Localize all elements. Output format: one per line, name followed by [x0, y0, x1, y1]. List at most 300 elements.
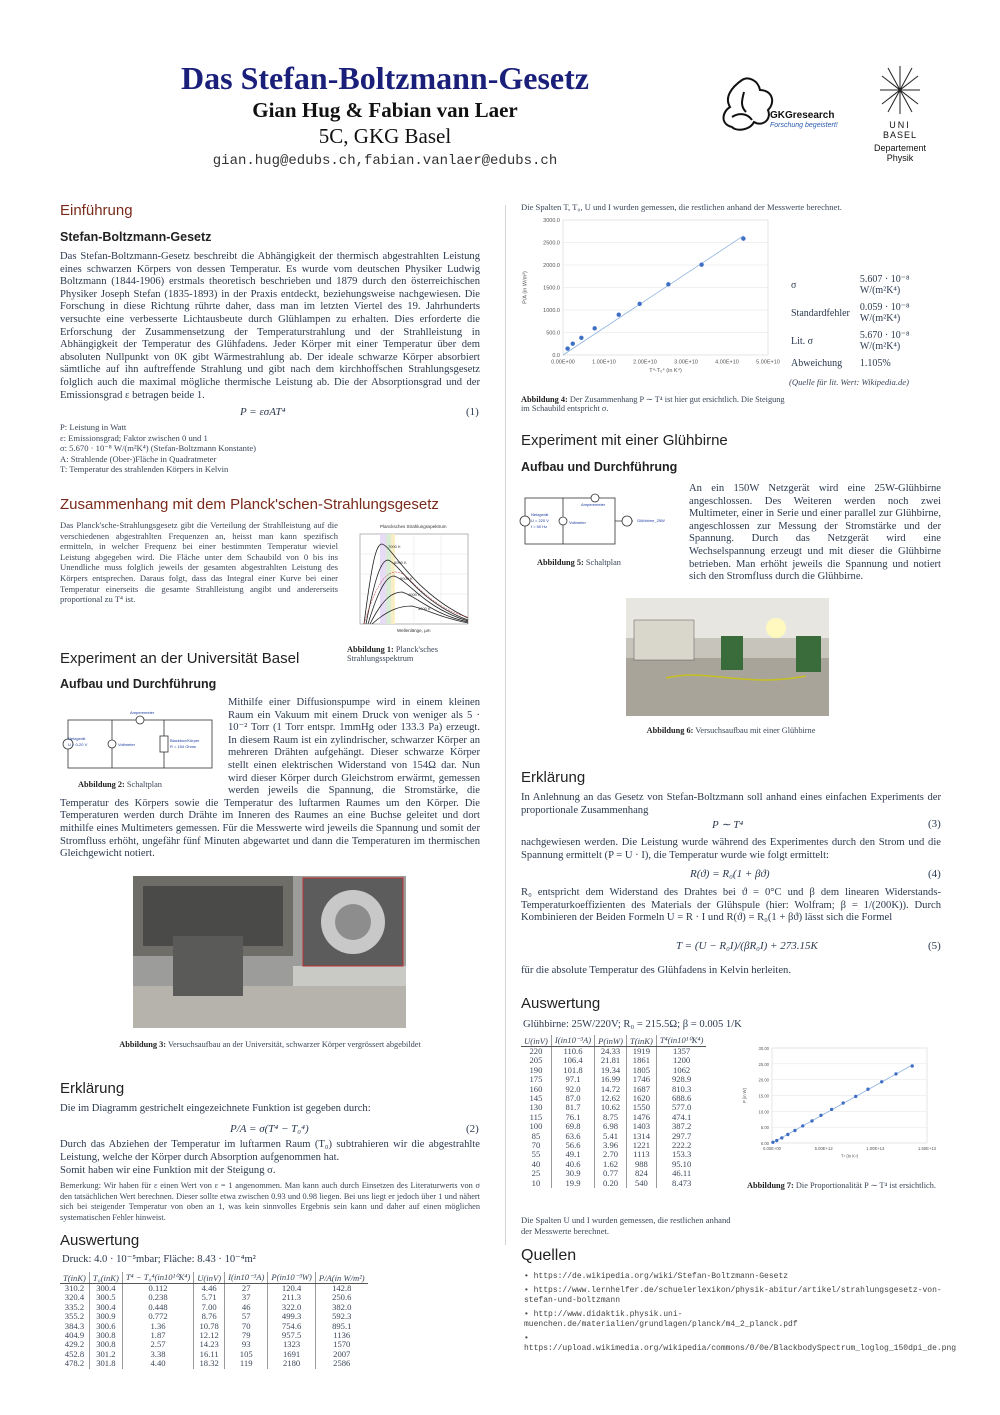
uni-circ-load: Blackbox/Körper — [170, 738, 200, 743]
table-cell: 1861 — [626, 1056, 656, 1065]
def-p: P: Leistung in Watt — [60, 422, 127, 432]
table-header: U(inV) — [521, 1035, 551, 1047]
table-cell: 55 — [521, 1150, 551, 1159]
table-cell: 8.473 — [671, 1177, 692, 1188]
data-point — [637, 302, 641, 306]
uni-expl-heading: Erklärung — [60, 1080, 125, 1097]
chart1 — [521, 214, 781, 384]
table-cell: 30.9 — [551, 1169, 594, 1178]
table-cell: 92.0 — [551, 1085, 594, 1094]
y-tick-label: 3000.0 — [543, 218, 560, 224]
sigma-source: (Quelle für lit. Wert: Wikipedia.de) — [789, 377, 909, 387]
bulb-circuit-diagram — [515, 488, 675, 550]
fig1-caption-text: Planck'sches Strahlungsspektrum — [347, 645, 438, 663]
planck-figure — [342, 522, 482, 637]
table-cell: 1.62 — [595, 1160, 627, 1169]
sigma-results — [789, 270, 959, 388]
sigma-row — [791, 328, 957, 354]
data-point — [866, 1088, 869, 1091]
table-cell: 300.8 — [89, 1340, 122, 1349]
table-cell: 8.76 — [194, 1312, 225, 1321]
column-divider — [505, 205, 506, 1245]
sigma-value: 5.607 · 10⁻⁸ W/(m²K⁴) — [859, 274, 910, 296]
data-point — [666, 282, 670, 286]
table-cell: 688.6 — [671, 1093, 692, 1104]
table-cell: 1620 — [626, 1094, 656, 1103]
table-cell: 301.8 — [89, 1359, 122, 1368]
table-cell: 145 — [521, 1094, 551, 1103]
table-cell: 85 — [521, 1132, 551, 1141]
table-cell: 1805 — [626, 1066, 656, 1075]
table-cell: 1221 — [626, 1141, 656, 1150]
def-sigma: σ: 5.670 · 10⁻⁸ W/(m²K⁴) (Stefan-Boltzmann Konstante) — [60, 443, 257, 454]
table-header: T⁴(in10¹⁰K⁴) — [656, 1035, 706, 1047]
definitions — [60, 422, 480, 475]
x-axis-label: T⁴ (in K⁴) — [840, 1153, 859, 1159]
fig4-caption-label: Abbildung 4: — [521, 395, 568, 404]
table-cell: 895.1 — [332, 1320, 352, 1331]
table-row — [521, 1179, 706, 1188]
eq4-num: (4) — [928, 868, 941, 880]
table-cell: 300.4 — [89, 1284, 122, 1294]
table-cell: 63.6 — [551, 1132, 594, 1141]
eq2-num: (2) — [466, 1123, 479, 1135]
data-point — [780, 1136, 783, 1139]
table-cell: 320.4 — [60, 1293, 89, 1302]
dept-line2: Physik — [886, 153, 914, 163]
table-cell: 754.6 — [268, 1322, 316, 1331]
table-cell: 474.1 — [671, 1111, 692, 1122]
data-point — [579, 336, 583, 340]
table-cell: 27 — [225, 1284, 268, 1294]
table-cell: 478.2 — [60, 1359, 89, 1368]
table-cell: 1136 — [333, 1330, 351, 1341]
table-cell: 69.8 — [551, 1122, 594, 1131]
table-cell: 81.7 — [551, 1103, 594, 1112]
planck-curve-label: 5000 K — [400, 576, 413, 581]
source-link[interactable]: https://www.lernhelfer.de/schuelerlexikon/physik-abitur/artikel/strahlungsgesetz-von-stefan-und-boltzmann — [524, 1286, 942, 1305]
bulb-circ-source-freq: f = 50 Hz — [531, 524, 548, 529]
data-point — [801, 1124, 804, 1127]
float-spacer — [60, 697, 228, 797]
table-cell: 115 — [521, 1113, 551, 1122]
data-point — [894, 1072, 897, 1075]
intro-text1: Das Stefan-Boltzmann-Gesetz beschreibt die Abhängigkeit der thermisch abgestrahlten Leistung eines schwarzen Körpers von dessen Temperatur. Es wurde vom deutschen Physiker Ludwig Boltzmann (1844-1906) erstmals theoretisch beschrieben und 1879 durch den österreichischen Physiker Joseph Stefan (1835-1893) in der Praxis entdeckt, beziehungsweise nachgewiesen. Die Forschung in diese Richtung rührte daher, dass man im letzten Viertel des 19. Jahrhunderts versuchte eine verbesserte Lichtausbeute durch Glühlampen zu erhalten. Dies erforderte die Erforschung der Zusammensetzung der Temperaturstrahlung und der Strahlleistung in Abhängigkeit der Temperatur des Glühfadens. Jeder Körper mit einer Temperatur über dem absoluten Nullpunkt von 0K gibt Wärmestrahlung ab. Der ideale schwarze Körper absorbiert sämtliche auf ihn auftreffende Strahlung und gibt nach dem kirchhoffschen Strahlungsgesetz folglich auch die maximal mögliche thermische Leistung ab. Die der Absorptionsgrad und der Emissionsgrad ε betragen beide 1. — [60, 251, 480, 401]
table-cell: 429.2 — [60, 1340, 89, 1349]
bulb-circ-load: Glühbirne_25W — [637, 518, 665, 523]
table-cell: 40 — [521, 1160, 551, 1169]
table-cell: 101.8 — [551, 1066, 594, 1075]
table-cell: 0.448 — [122, 1303, 193, 1312]
data-point — [699, 262, 703, 266]
data-point — [880, 1080, 883, 1083]
sigma-label: Standardfehler — [791, 307, 850, 319]
y-tick-label: 20.00 — [758, 1077, 769, 1083]
fig4-caption — [521, 394, 791, 413]
table-cell: 5.41 — [595, 1132, 627, 1141]
table-cell: 142.8 — [332, 1283, 352, 1293]
table-cell: 79 — [225, 1331, 268, 1340]
sigma-label: σ — [791, 279, 797, 291]
table-cell: 592.3 — [332, 1311, 352, 1322]
table-cell: 1.36 — [122, 1322, 193, 1331]
table-cell: 2180 — [268, 1359, 316, 1368]
uni-circ-ammeter: Amperemeter — [130, 710, 155, 715]
y-tick-label: 25.00 — [758, 1061, 769, 1067]
table-cell: 49.1 — [551, 1150, 594, 1159]
uni-setup-photo — [133, 876, 406, 1028]
x-tick-label: 5.00E+10 — [756, 359, 780, 366]
x-tick-label: 2.00E+10 — [633, 359, 657, 366]
planck-title: Plancksches Strahlungsspektrum — [380, 524, 447, 529]
bulb-expl-heading: Erklärung — [521, 769, 586, 786]
uni-table-wrap — [60, 1272, 480, 1369]
table-cell: 1113 — [626, 1150, 656, 1159]
table-cell: 300.8 — [89, 1331, 122, 1340]
sigma-value: 0.059 · 10⁻⁸ W/(m²K⁴) — [859, 302, 910, 324]
uni-line1: UNI — [889, 120, 911, 130]
table-cell: 76.1 — [551, 1113, 594, 1122]
x-tick-label: 0.00E+00 — [551, 359, 575, 366]
table-cell: 46.11 — [672, 1168, 692, 1179]
table-cell: 928.9 — [671, 1074, 692, 1085]
table-cell: 19.34 — [595, 1066, 627, 1075]
table-cell: 300.6 — [89, 1322, 122, 1331]
uni-basel-emblem — [878, 62, 922, 118]
table-cell: 577.0 — [671, 1102, 692, 1113]
table-cell: 335.2 — [60, 1303, 89, 1312]
bulb-expl-text1: In Anlehnung an das Gesetz von Stefan-Boltzmann soll anhand eines einfachen Experiments der proportionale Zusammenhang — [521, 792, 941, 816]
uni-expl-text1: Die im Diagramm gestrichelt eingezeichnete Funktion ist gegeben durch: — [60, 1103, 371, 1114]
uni-text: Mithilfe einer Diffusionspumpe wird in einem kleinen Raum ein Vakuum mit einem Druck von weniger als 5 · 10⁻² Torr (1 Torr entspr. 1mmHg oder 133.3 Pa) erzeugt. In diesem Raum ist ein zylindrischer, schwarzer Körper an mehreren Drähten aufgehängt. Dieser schwarze Körper stellt einen elektrischen Widerstand von 154Ω dar. Nun wird dieser Körper durch Gleichstrom erwärmt, gemessen werden jeweils die Spannung, die Stromstärke, die Temperatur des Körpers sowie die Temperatur des luftarmen Raumes um den Körper. Die Temperaturen werden durch Drähte im Inneren des Raumes an eine Buchse geleitet und dort mithilfe eines Multimeters gemessen. Für die Messwerte wird jeweils die Spannung und somit der Stromfluss erhöht, ungefähr fünf Minuten abgewartet und dann die Temperaturen im thermischen Gleichgewicht notiert. — [60, 697, 480, 860]
authors: Gian Hug & Fabian van Laer — [252, 98, 518, 122]
table-cell: 46 — [225, 1303, 268, 1312]
y-tick-label: 2000.0 — [543, 263, 560, 269]
data-point — [793, 1129, 796, 1132]
table-cell: 97.1 — [551, 1075, 594, 1084]
table-cell: 222.2 — [671, 1140, 692, 1151]
table-cell: 810.3 — [671, 1083, 692, 1094]
table-cell: 130 — [521, 1103, 551, 1112]
table-cell: 2.57 — [122, 1340, 193, 1349]
uni-circ-source-val: U = 0-20 V — [68, 742, 88, 747]
table-cell: 119 — [225, 1359, 268, 1368]
fig3-caption-label: Abbildung 3: — [119, 1040, 167, 1049]
fig2-caption-label: Abbildung 2: — [78, 780, 125, 789]
y-tick-label: 2500.0 — [543, 240, 560, 247]
uni-note: Bemerkung: Wir haben für ε einen Wert von ε = 1 angenommen. Man kann auch durch Einsetzen des Literaturwerts von σ den tatsächlichen Wert berechnen. Dieser sollte etwa zwischen 0.93 und 0.98 liegen. Bei uns liegt er jedoch über 1 und nähert sich bei steigender Temperatur von oben an 1, was kein sinnvolles Ergebnis sein kann und daher auf einen möglichen systematischen Fehler hinweist. — [60, 1181, 480, 1222]
table-cell: 5.71 — [194, 1293, 225, 1302]
uni-eval-heading: Auswertung — [60, 1232, 140, 1249]
fig6-caption-text: Versuchsaufbau mit einer Glühbirne — [695, 726, 816, 735]
uni-params: Druck: 4.0 · 10⁻⁵mbar; Fläche: 8.43 · 10⁻⁴m² — [62, 1254, 256, 1265]
table-cell: 452.8 — [60, 1350, 89, 1359]
fig5-caption — [537, 558, 621, 567]
sigma-value: 5.670 · 10⁻⁸ W/(m²K⁴) — [859, 330, 910, 352]
y-tick-label: 10.00 — [758, 1109, 769, 1115]
table-cell: 19.9 — [551, 1179, 594, 1188]
table-cell: 988 — [626, 1160, 656, 1169]
table-header: U(inV) — [194, 1272, 225, 1284]
table-cell: 12.12 — [194, 1331, 225, 1340]
table-cell: 4.46 — [194, 1284, 225, 1294]
bulb-eval-heading: Auswertung — [521, 995, 601, 1012]
eq4: R(ϑ) = R₀(1 + βϑ) — [690, 868, 770, 880]
table-cell: 105 — [225, 1350, 268, 1359]
table-cell: 0.77 — [595, 1169, 627, 1178]
sigma-label: Lit. σ — [791, 335, 814, 347]
bulb-heading: Experiment mit einer Glühbirne — [521, 432, 728, 449]
data-point — [565, 346, 569, 350]
data-point — [571, 342, 575, 346]
table-cell: 190 — [521, 1066, 551, 1075]
table-cell: 1550 — [626, 1103, 656, 1112]
x-tick-label: 1.00E+13 — [866, 1146, 885, 1152]
fig6-caption — [521, 726, 941, 735]
x-tick-label: 1.00E+10 — [592, 359, 616, 366]
y-tick-label: 0.00 — [760, 1141, 769, 1146]
table-cell: 300.5 — [89, 1293, 122, 1302]
sigma-value: 1.105% — [859, 358, 891, 369]
bulb-expl-text3: R₀ entspricht dem Widerstand des Drahtes bei ϑ = 0°C und β dem linearen Widerstands-Temperaturkoeffizienten des Materials der Glühspule (hier: Wolfram; β = 1/(200K)). Durch Kombinieren der Beiden Formeln U = R · I und R(ϑ) = R₀(1 + βϑ) lässt sich die Formel — [521, 887, 941, 924]
fig4-caption-text: Der Zusammenhang P ∼ T⁴ ist hier gut ersichtlich. Die Steigung im Schaubild entspricht σ. — [521, 395, 785, 413]
table-cell: 70 — [225, 1322, 268, 1331]
table-cell: 1314 — [626, 1132, 656, 1141]
planck-curve-label: 6000 K — [394, 560, 407, 565]
source-link[interactable]: http://www.didaktik.physik.uni-muenchen.de/materialien/grundlagen/planck/m4_2_planck.pdf — [524, 1310, 798, 1329]
source-link[interactable]: https://de.wikipedia.org/wiki/Stefan-Boltzmann-Gesetz — [533, 1272, 789, 1281]
table-cell: 300.4 — [89, 1303, 122, 1312]
table-cell: 1.87 — [122, 1331, 193, 1340]
table-cell: 957.5 — [268, 1331, 316, 1340]
table-cell: 1476 — [626, 1113, 656, 1122]
table-cell: 250.6 — [332, 1292, 352, 1303]
data-point — [911, 1064, 914, 1067]
bulb-setup-photo — [626, 598, 829, 716]
poster-title: Das Stefan-Boltzmann-Gesetz — [181, 60, 589, 96]
table-cell: 322.0 — [268, 1303, 316, 1312]
table-cell: 1570 — [333, 1339, 351, 1350]
uni-basel-logo — [862, 62, 938, 163]
table-cell: 2.70 — [595, 1150, 627, 1159]
uni-sub: Aufbau und Durchführung — [60, 677, 217, 691]
bulb-params: Glühbirne: 25W/220V; R₀ = 215.5Ω; β = 0.005 1/K — [523, 1019, 742, 1030]
source-item: • http://www.didaktik.physik.uni-muenchen.de/materialien/grundlagen/planck/m4_2_planck.pdf — [524, 1310, 798, 1329]
data-point — [786, 1133, 789, 1136]
table-cell: 387.2 — [671, 1121, 692, 1132]
y-tick-label: 500.0 — [546, 330, 560, 337]
table-cell: 1691 — [268, 1350, 316, 1359]
y-tick-label: 1000.0 — [543, 308, 560, 314]
def-eps: ε: Emissionsgrad; Faktor zwischen 0 und 1 — [60, 432, 208, 443]
table-cell: 106.4 — [551, 1056, 594, 1065]
sigma-table — [789, 270, 959, 373]
table-cell: 220 — [521, 1047, 551, 1057]
sigma-row — [791, 272, 957, 298]
table-cell: 57 — [225, 1312, 268, 1321]
table-cell: 1687 — [626, 1085, 656, 1094]
table-cell: 384.3 — [60, 1322, 89, 1331]
table-cell: 404.9 — [60, 1331, 89, 1340]
x-tick-label: 4.00E+10 — [715, 359, 739, 366]
fig7-caption-label: Abbildung 7: — [747, 1181, 794, 1190]
table-cell: 211.3 — [268, 1293, 316, 1302]
table-cell: 16.99 — [595, 1075, 627, 1084]
intro-text2: Das Planck'sche-Strahlungsgesetz gibt die Verteilung der Strahlleistung auf die verschiedenen abgestrahlten Frequenzen an, heisst man kann spezifisch ermitteln, in welcher Frequenz bei einer bestimmten Temperatur wieviel Leistung abgegeben wird. Die Fläche unter dem Schaubild von 0 bis ins Unendliche muss folglich jeweils der gesamten abgestrahlten Leistung des Körpers entsprechen. Daraus folgt, dass das Integral einer Kurve bei einer Temperatur einerseits die gesamte Strahlleistung angibt und andererseits proportional zu T⁴ ist. — [60, 520, 338, 605]
bulb-table-note: Die Spalten U und I wurden gemessen, die restlichen anhand der Messwerte berechnet. — [521, 1215, 731, 1236]
uni-heading: Experiment an der Universität Basel — [60, 650, 300, 667]
bulb-circ-source: Netzgerät — [531, 512, 549, 517]
y-tick-label: 30.00 — [758, 1046, 769, 1051]
table-cell: 12.62 — [595, 1094, 627, 1103]
table-cell: 1323 — [268, 1340, 316, 1349]
table-header: P(in10⁻³W) — [268, 1272, 316, 1284]
table-cell: 10.62 — [595, 1103, 627, 1112]
table-cell: 100 — [521, 1122, 551, 1131]
table-cell: 153.3 — [671, 1149, 692, 1160]
uni-circ-source: Netzgerät — [68, 736, 86, 741]
fig1-caption — [347, 645, 482, 663]
data-point — [617, 313, 621, 317]
data-point — [741, 236, 745, 240]
table-cell: 95.10 — [671, 1158, 692, 1169]
x-tick-label: 5.00E+12 — [814, 1146, 833, 1152]
data-point — [830, 1108, 833, 1111]
uni-circ-voltmeter: Voltmeter — [118, 742, 135, 747]
y-tick-label: 0.0 — [552, 353, 560, 359]
y-tick-label: 5.00 — [760, 1125, 769, 1131]
sources-list — [524, 1272, 957, 1354]
table-cell: 70 — [521, 1141, 551, 1150]
table-cell: 4.40 — [122, 1359, 193, 1368]
planck-curve-label: 4000 K — [408, 592, 421, 597]
table-cell: 160 — [521, 1085, 551, 1094]
table-row — [60, 1359, 368, 1368]
fig1-caption-label: Abbildung 1: — [347, 645, 394, 654]
uni-expl-text3: Somit haben wir eine Funktion mit der Steigung σ. — [60, 1165, 276, 1176]
eq1-num: (1) — [466, 406, 479, 418]
dept-line1: Departement — [873, 143, 927, 153]
def-t: T: Temperatur des strahlenden Körpers in Kelvin — [60, 464, 229, 475]
fig5-caption-text: Schaltplan — [585, 558, 621, 567]
email: gian.hug@edubs.ch,fabian.vanlaer@edubs.ch — [212, 153, 558, 169]
sources-heading: Quellen — [521, 1247, 577, 1264]
fig5-caption-label: Abbildung 5: — [537, 558, 584, 567]
fig7-caption — [747, 1180, 942, 1190]
fig3-caption — [60, 1040, 480, 1049]
table-cell: 7.00 — [194, 1303, 225, 1312]
data-point — [775, 1139, 778, 1142]
table-cell: 310.2 — [60, 1284, 89, 1294]
gkg-slogan: Forschung begeistert! — [770, 122, 838, 129]
gkg-brand: GKGresearch — [770, 110, 835, 121]
fig2-caption-text: Schaltplan — [126, 780, 162, 789]
bulb-circ-ammeter: Amperemeter — [581, 502, 606, 507]
table-cell: 0.20 — [595, 1179, 627, 1188]
eq2: P/A = σ(T⁴ − T₀⁴) — [230, 1123, 309, 1135]
planck-curve-label: 3000 K — [418, 606, 431, 611]
table-cell: 120.4 — [268, 1284, 316, 1294]
table-cell: 40.6 — [551, 1160, 594, 1169]
data-point — [841, 1101, 844, 1104]
table-header: T⁴ − T₀⁴(in10¹⁰K⁴) — [122, 1272, 193, 1284]
table-header: T(inK) — [60, 1272, 89, 1284]
table-cell: 1919 — [626, 1047, 656, 1057]
table-cell: 355.2 — [60, 1312, 89, 1321]
table-header: I(in10⁻³A) — [551, 1035, 594, 1047]
table-cell: 93 — [225, 1340, 268, 1349]
table-cell: 1403 — [626, 1122, 656, 1131]
bulb-text: An ein 150W Netzgerät wird eine 25W-Glühbirne angeschlossen. Des Weiteren werden noch zwei Multimeter, einer in Serie und einer parallel zur Glühbirne, angeschlossen zur Messung der Stromstärke und der Spannung. Durch das Netzgerät wird eine Wechselspannung erzeugt und mit dieser die Glühbirne betrieben. Man erhöht jeweils die Spannung und notiert sich den Stromfluss durch die Glühbirne. — [689, 483, 941, 583]
right-note: Die Spalten T, T₀, U und I wurden gemessen, die restlichen anhand der Messwerte berechnet. — [521, 202, 842, 212]
table-header: T(inK) — [626, 1035, 656, 1047]
table-cell: 0.112 — [122, 1284, 193, 1294]
uni-circ-load-val: R = 154 Ohms — [170, 744, 196, 749]
table-cell: 21.81 — [595, 1056, 627, 1065]
table-cell: 0.238 — [122, 1293, 193, 1302]
source-item: • https://www.lernhelfer.de/schuelerlexikon/physik-abitur/artikel/strahlungsgesetz-von-stefan-und-boltzmann — [524, 1286, 942, 1305]
source-item: • https://de.wikipedia.org/wiki/Stefan-Boltzmann-Gesetz — [524, 1272, 789, 1281]
fig7-caption-text: Die Proportionalität P ∼ T⁴ ist ersichtlich. — [795, 1181, 936, 1190]
eq3-num: (3) — [928, 818, 941, 830]
bulb-circ-voltmeter: Voltmeter — [569, 520, 586, 525]
y-tick-label: 15.00 — [758, 1093, 769, 1099]
table-cell: 301.2 — [89, 1350, 122, 1359]
table-cell: 10.78 — [194, 1322, 225, 1331]
x-axis-label: T⁴-T₀⁴ (in K⁴) — [649, 368, 682, 374]
data-point — [592, 326, 596, 330]
sigma-label: Abweichung — [791, 358, 843, 369]
table-header: I(in10⁻³A) — [225, 1272, 268, 1284]
source-link[interactable]: https://upload.wikimedia.org/wikipedia/commons/0/0e/BlackbodySpectrum_loglog_150dpi_de.png — [524, 1344, 957, 1353]
table-cell: 824 — [626, 1169, 656, 1178]
table-header: P/A(in W/m²) — [315, 1272, 367, 1284]
eq5: T = (U − R₀I)/(βR₀I) + 273.15K — [676, 940, 818, 952]
table-cell: 297.7 — [671, 1130, 692, 1141]
bulb-expl-text4: für die absolute Temperatur des Glühfadens in Kelvin herleiten. — [521, 965, 792, 976]
uni-line2: BASEL — [882, 130, 918, 140]
data-point — [819, 1114, 822, 1117]
table-cell: 10 — [521, 1179, 551, 1188]
table-cell: 2007 — [333, 1348, 351, 1359]
bulb-circ-source-val: U = 220 V — [531, 518, 549, 523]
table-cell: 0.772 — [122, 1312, 193, 1321]
bulb-expl-text2: nachgewiesen werden. Die Leistung wurde während des Experimentes durch den Strom und die Spannung ermittelt (P = U · I), die Temperatur wurde wie folgt ermittelt: — [521, 837, 941, 861]
table-cell: 300.9 — [89, 1312, 122, 1321]
table-cell: 499.3 — [268, 1312, 316, 1321]
table-cell: 205 — [521, 1056, 551, 1065]
table-cell: 1746 — [626, 1075, 656, 1084]
bulb-sub: Aufbau und Durchführung — [521, 460, 678, 474]
table-cell: 18.32 — [194, 1359, 225, 1368]
uni-expl-text2: Durch das Abziehen der Temperatur im luftarmen Raum (T₀) subtrahieren wir die abgestrahlte Leistung, welche der Körper durch Absorption aufgenommen hat. — [60, 1139, 480, 1163]
sigma-row — [791, 300, 957, 326]
x-tick-label: 1.50E+13 — [917, 1146, 937, 1152]
table-cell: 175 — [521, 1075, 551, 1084]
table-cell: 37 — [225, 1293, 268, 1302]
table-cell: 8.75 — [595, 1113, 627, 1122]
uni-table — [60, 1272, 368, 1369]
table-cell: 1062 — [673, 1064, 691, 1075]
uni-text-wrap — [60, 697, 480, 872]
table-cell: 382.0 — [332, 1301, 352, 1312]
source-item: • https://upload.wikimedia.org/wikipedia/commons/0/0e/BlackbodySpectrum_loglog_150dpi_de.png — [524, 1334, 957, 1353]
table-cell: 87.0 — [551, 1094, 594, 1103]
table-cell: 1200 — [673, 1055, 691, 1066]
table-cell: 14.72 — [595, 1085, 627, 1094]
y-tick-label: 1500.0 — [543, 285, 560, 292]
eq3: P ∼ T⁴ — [712, 819, 744, 831]
